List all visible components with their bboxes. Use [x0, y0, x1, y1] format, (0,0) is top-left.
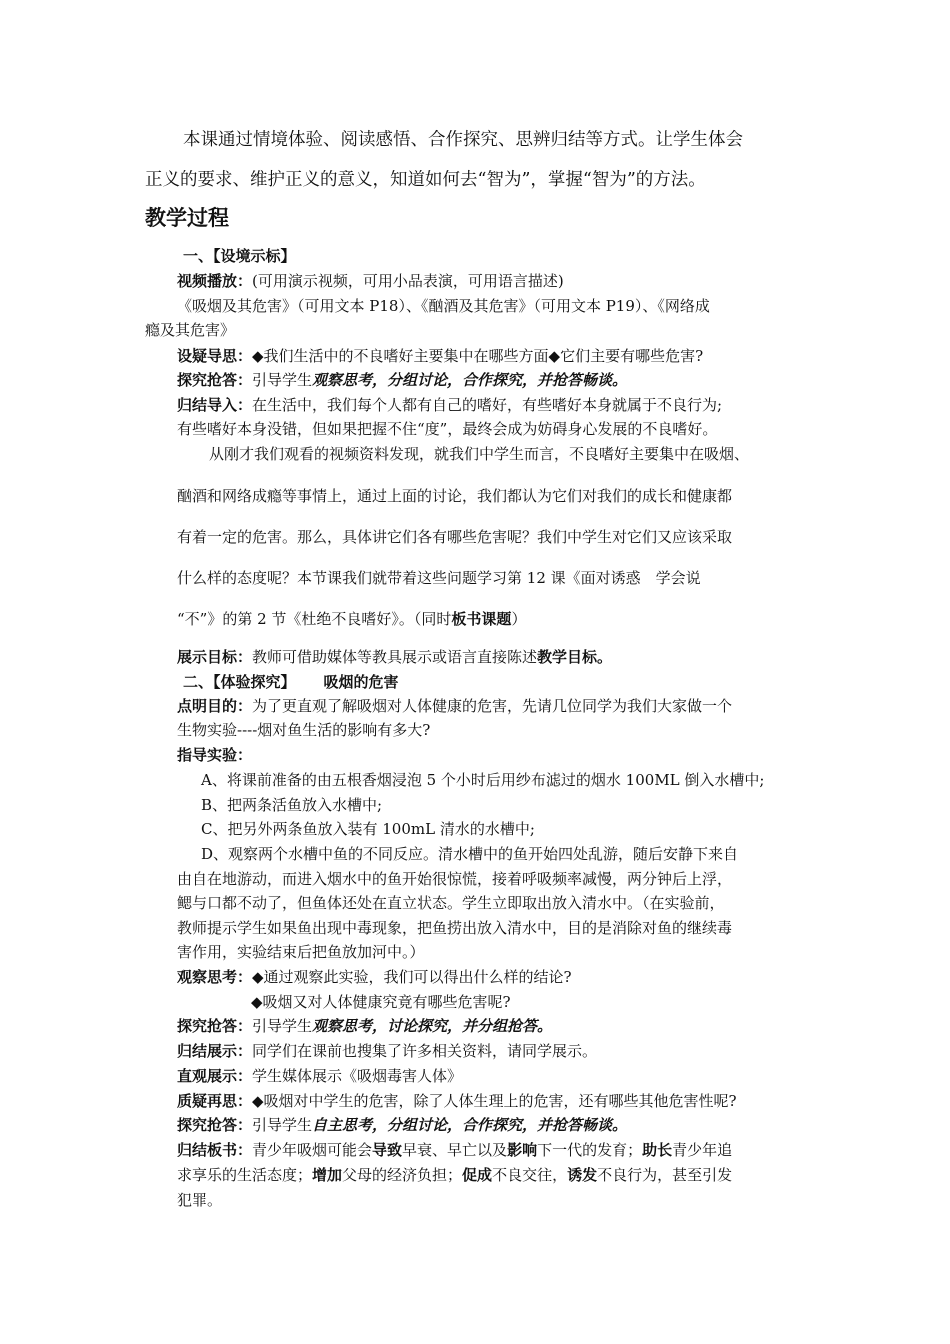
part2-subtitle: 吸烟的危害 — [323, 673, 399, 691]
guide-label: 指导实验： — [177, 746, 253, 764]
goal-label: 展示目标： — [177, 648, 253, 666]
answer2-line — [177, 1016, 552, 1036]
board-text-3: 下一代的发育； — [537, 1141, 643, 1159]
paragraph-line-4: 什么样的态度呢？本节课我们就带着这些问题学习第 12 课《面对诱惑 学会说 — [177, 569, 701, 587]
step-b: B、把两条活鱼放入水槽中; — [201, 796, 383, 814]
answer-label: 探究抢答： — [177, 371, 253, 389]
show-label: 归结展示： — [177, 1042, 253, 1060]
paragraph-line-5 — [177, 609, 526, 629]
books-line-2: 瘾及其危害》 — [145, 321, 236, 339]
answer2-emphasis: 观察思考，讨论探究，并分组抢答。 — [312, 1017, 553, 1035]
board-bold-2: 影响 — [507, 1141, 538, 1159]
answer3-label: 探究抢答： — [177, 1116, 253, 1134]
answer2-label: 探究抢答： — [177, 1017, 253, 1035]
video-text: (可用演示视频，可用小品表演，可用语言描述) — [252, 272, 564, 290]
question-text: ◆我们生活中的不良嗜好主要集中在哪些方面◆它们主要有哪些危害? — [252, 347, 704, 365]
part2-title — [183, 672, 399, 692]
rethink-label: 质疑再思： — [177, 1092, 253, 1110]
paragraph-5-bold: 板书课题 — [451, 610, 512, 628]
board-l2-text-1: 求享乐的生活态度； — [177, 1166, 313, 1184]
show-line — [177, 1041, 597, 1061]
answer3-line — [177, 1115, 627, 1135]
step-d-line-1: D、观察两个水槽中鱼的不同反应。清水槽中的鱼开始四处乱游，随后安静下来自 — [201, 845, 739, 863]
purpose-label: 点明目的： — [177, 697, 253, 715]
answer-line — [177, 370, 627, 390]
media-text: 学生媒体展示《吸烟毒害人体》 — [252, 1067, 463, 1085]
observe-question-1: ◆通过观察此实验，我们可以得出什么样的结论? — [252, 968, 572, 986]
goal-prefix: 教师可借助媒体等教具展示或语言直接陈述 — [252, 648, 538, 666]
answer3-prefix: 引导学生 — [252, 1116, 313, 1134]
step-a: A、将课前准备的由五根香烟浸泡 5 个小时后用纱布滤过的烟水 100ML 倒入水槽中; — [201, 771, 765, 789]
observe-question-2: ◆吸烟又对人体健康究竟有哪些危害呢? — [251, 993, 511, 1011]
show-text: 同学们在课前也搜集了许多相关资料，请同学展示。 — [252, 1042, 598, 1060]
step-c: C、把另外两条鱼放入装有 100mL 清水的水槽中; — [201, 820, 535, 838]
rethink-line — [177, 1091, 737, 1111]
summary-text-1: 在生活中，我们每个人都有自己的嗜好，有些嗜好本身就属于不良行为; — [252, 396, 723, 414]
answer-prefix: 引导学生 — [252, 371, 313, 389]
board-l2-text-4: 不良行为，甚至引发 — [597, 1166, 733, 1184]
board-l2-text-3: 不良交往， — [492, 1166, 568, 1184]
summary-line-1 — [177, 395, 722, 415]
step-d-line-5: 害作用，实验结束后把鱼放加河中。） — [177, 943, 425, 961]
goal-line — [177, 647, 612, 667]
board-line-2 — [177, 1165, 732, 1185]
board-text-4: 青少年追 — [672, 1141, 733, 1159]
board-l2-text-2: 父母的经济负担； — [342, 1166, 463, 1184]
board-line-3: 犯罪。 — [177, 1191, 223, 1209]
paragraph-line-2: 酗酒和网络成瘾等事情上，通过上面的讨论，我们都认为它们对我们的成长和健康都 — [177, 487, 733, 505]
books-line-1: 《吸烟及其危害》（可用文本 P18）、《酗酒及其危害》（可用文本 P19）、《网络成 — [177, 297, 710, 315]
answer3-emphasis: 自主思考，分组讨论，合作探究，并抢答畅谈。 — [312, 1116, 628, 1134]
question-label: 设疑导思： — [177, 347, 253, 365]
board-text-2: 早衰、早亡以及 — [402, 1141, 508, 1159]
board-bold-1: 导致 — [372, 1141, 403, 1159]
board-line-1 — [177, 1140, 732, 1160]
intro-line-1: 本课通过情境体验、阅读感悟、合作探究、思辨归结等方式。让学生体会 — [183, 130, 743, 150]
summary-label: 归结导入： — [177, 396, 253, 414]
media-label: 直观展示： — [177, 1067, 253, 1085]
board-label: 归结板书： — [177, 1141, 253, 1159]
question-line — [177, 346, 703, 366]
purpose-line-2: 生物实验----烟对鱼生活的影响有多大? — [177, 721, 431, 739]
media-line — [177, 1066, 462, 1086]
board-text-1: 青少年吸烟可能会 — [252, 1141, 373, 1159]
board-l2-bold-2: 促成 — [462, 1166, 493, 1184]
observe-label: 观察思考： — [177, 968, 253, 986]
paragraph-5-suffix: ） — [511, 610, 527, 628]
intro-line-2: 正义的要求、维护正义的意义，知道如何去“智为”，掌握“智为”的方法。 — [145, 170, 706, 190]
video-line — [177, 271, 564, 291]
video-label: 视频播放： — [177, 272, 253, 290]
answer-emphasis: 观察思考，分组讨论，合作探究，并抢答畅谈。 — [312, 371, 628, 389]
observe-line-1 — [177, 967, 572, 987]
summary-line-2: 有些嗜好本身没错，但如果把握不住“度”，最终会成为妨碍身心发展的不良嗜好。 — [177, 420, 718, 438]
section-heading: 教学过程 — [145, 206, 229, 230]
goal-bold: 教学目标。 — [537, 648, 613, 666]
board-l2-bold-1: 增加 — [312, 1166, 343, 1184]
board-l2-bold-3: 诱发 — [567, 1166, 598, 1184]
part2-title-text: 二、【体验探究】 — [183, 673, 296, 691]
step-d-line-4: 教师提示学生如果鱼出现中毒现象，把鱼捞出放入清水中，目的是消除对鱼的继续毒 — [177, 919, 733, 937]
step-d-line-2: 由自在地游动，而进入烟水中的鱼开始很惊慌，接着呼吸频率减慢，两分钟后上浮， — [177, 870, 733, 888]
purpose-text-1: 为了更直观了解吸烟对人体健康的危害，先请几位同学为我们大家做一个 — [252, 697, 733, 715]
paragraph-5-prefix: “不”》的第 2 节《杜绝不良嗜好》。（同时 — [177, 610, 452, 628]
answer2-prefix: 引导学生 — [252, 1017, 313, 1035]
rethink-text: ◆吸烟对中学生的危害，除了人体生理上的危害，还有哪些其他危害性呢? — [252, 1092, 737, 1110]
part1-title: 一、【设境示标】 — [183, 247, 296, 265]
board-bold-3: 助长 — [642, 1141, 673, 1159]
paragraph-line-3: 有着一定的危害。那么，具体讲它们各有哪些危害呢？我们中学生对它们又应该采取 — [177, 528, 733, 546]
paragraph-line-1: 从刚才我们观看的视频资料发现，就我们中学生而言，不良嗜好主要集中在吸烟、 — [209, 445, 750, 463]
step-d-line-3: 鳃与口都不动了，但鱼体还处在直立状态。学生立即取出放入清水中。（在实验前， — [177, 894, 725, 912]
purpose-line-1 — [177, 696, 732, 716]
